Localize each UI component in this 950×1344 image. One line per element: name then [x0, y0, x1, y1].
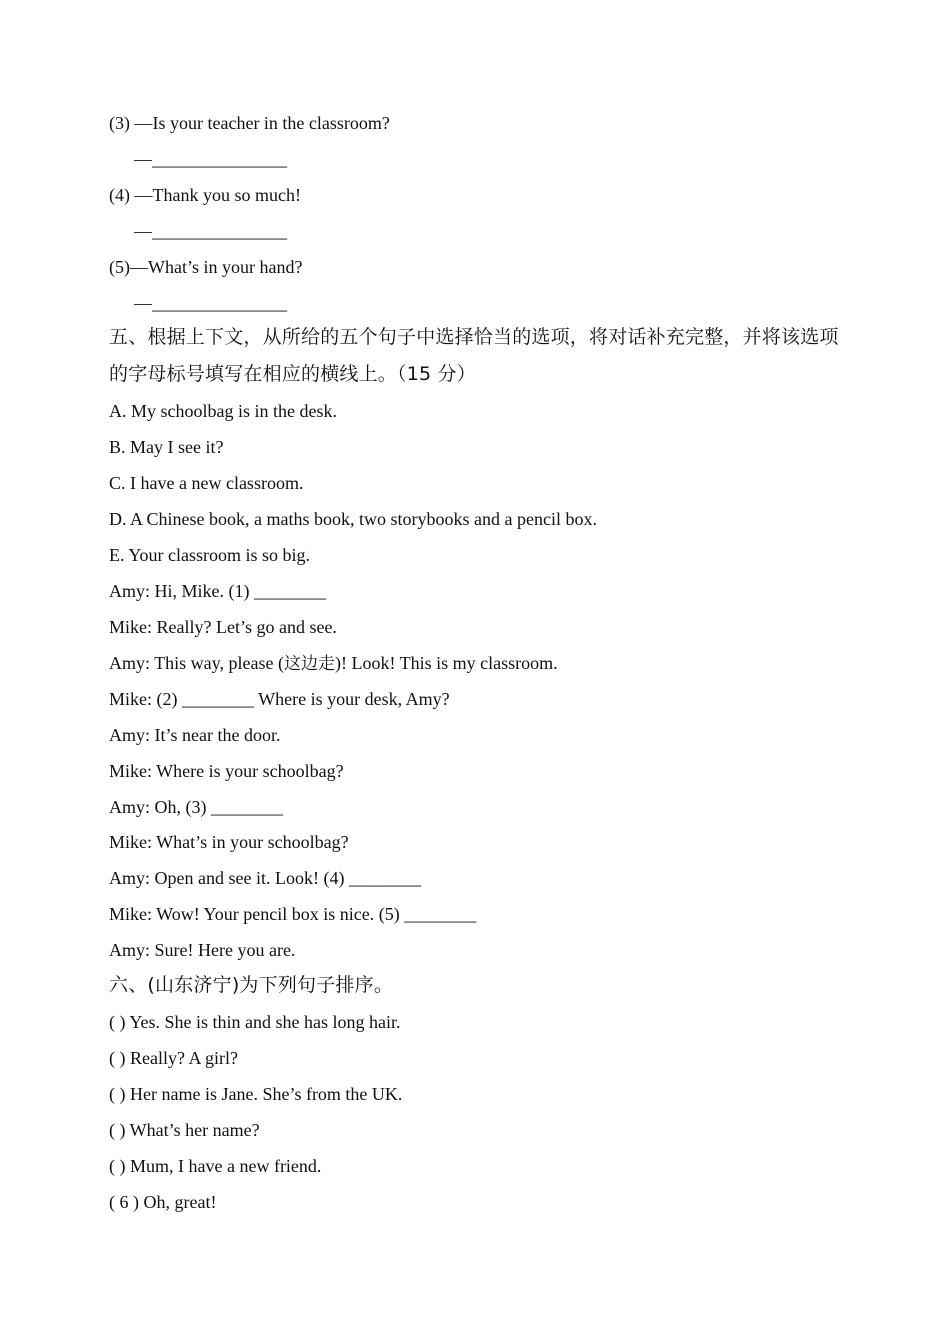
part5-heading-line1: 五、根据上下文，从所给的五个句子中选择恰当的选项，将对话补充完整，并将该选项 [109, 326, 839, 348]
part4-question-5: (5)—What’s in your hand? [109, 257, 303, 277]
dialogue-line: Mike: Where is your schoolbag? [109, 761, 344, 781]
ordering-item: ( ) Her name is Jane. She’s from the UK. [109, 1084, 403, 1104]
dialogue-line: Mike: What’s in your schoolbag? [109, 832, 349, 852]
ordering-item: ( ) Mum, I have a new friend. [109, 1156, 322, 1176]
dialogue-text: Amy: This way, please ( [109, 653, 284, 673]
part4-answer-blank-3: —_______________ [134, 149, 287, 169]
dialogue-line: Amy: Hi, Mike. (1) ________ [109, 581, 326, 601]
dialogue-line: Mike: (2) ________ Where is your desk, Amy? [109, 689, 450, 709]
dialogue-text: )! Look! This is my classroom. [334, 653, 558, 673]
ordering-item: ( ) Yes. She is thin and she has long hair. [109, 1012, 401, 1032]
option-a: A. My schoolbag is in the desk. [109, 401, 337, 421]
option-e: E. Your classroom is so big. [109, 545, 311, 565]
dialogue-line: Mike: Wow! Your pencil box is nice. (5) ________ [109, 904, 477, 924]
ordering-item: ( ) What’s her name? [109, 1120, 260, 1140]
part4-question-3: (3) —Is your teacher in the classroom? [109, 113, 390, 133]
part4-answer-blank-4: —_______________ [134, 221, 287, 241]
part6-heading: 六、(山东济宁)为下列句子排序。 [109, 974, 394, 996]
ordering-item: ( 6 ) Oh, great! [109, 1192, 217, 1212]
dialogue-line: Mike: Really? Let’s go and see. [109, 617, 337, 637]
dialogue-line: Amy: Sure! Here you are. [109, 940, 296, 960]
option-d: D. A Chinese book, a maths book, two storybooks and a pencil box. [109, 509, 597, 529]
dialogue-line: Amy: Open and see it. Look! (4) ________ [109, 868, 421, 888]
option-c: C. I have a new classroom. [109, 473, 304, 493]
part4-answer-blank-5: —_______________ [134, 293, 287, 313]
chinese-gloss: 这边走 [283, 654, 335, 674]
dialogue-line: Amy: Oh, (3) ________ [109, 797, 283, 817]
part5-heading-line2: 的字母标号填写在相应的横线上。（15 分） [109, 363, 476, 385]
option-b: B. May I see it? [109, 437, 224, 457]
ordering-item: ( ) Really? A girl? [109, 1048, 238, 1068]
part4-question-4: (4) —Thank you so much! [109, 185, 301, 205]
dialogue-line: Amy: It’s near the door. [109, 725, 281, 745]
dialogue-line [109, 652, 558, 675]
